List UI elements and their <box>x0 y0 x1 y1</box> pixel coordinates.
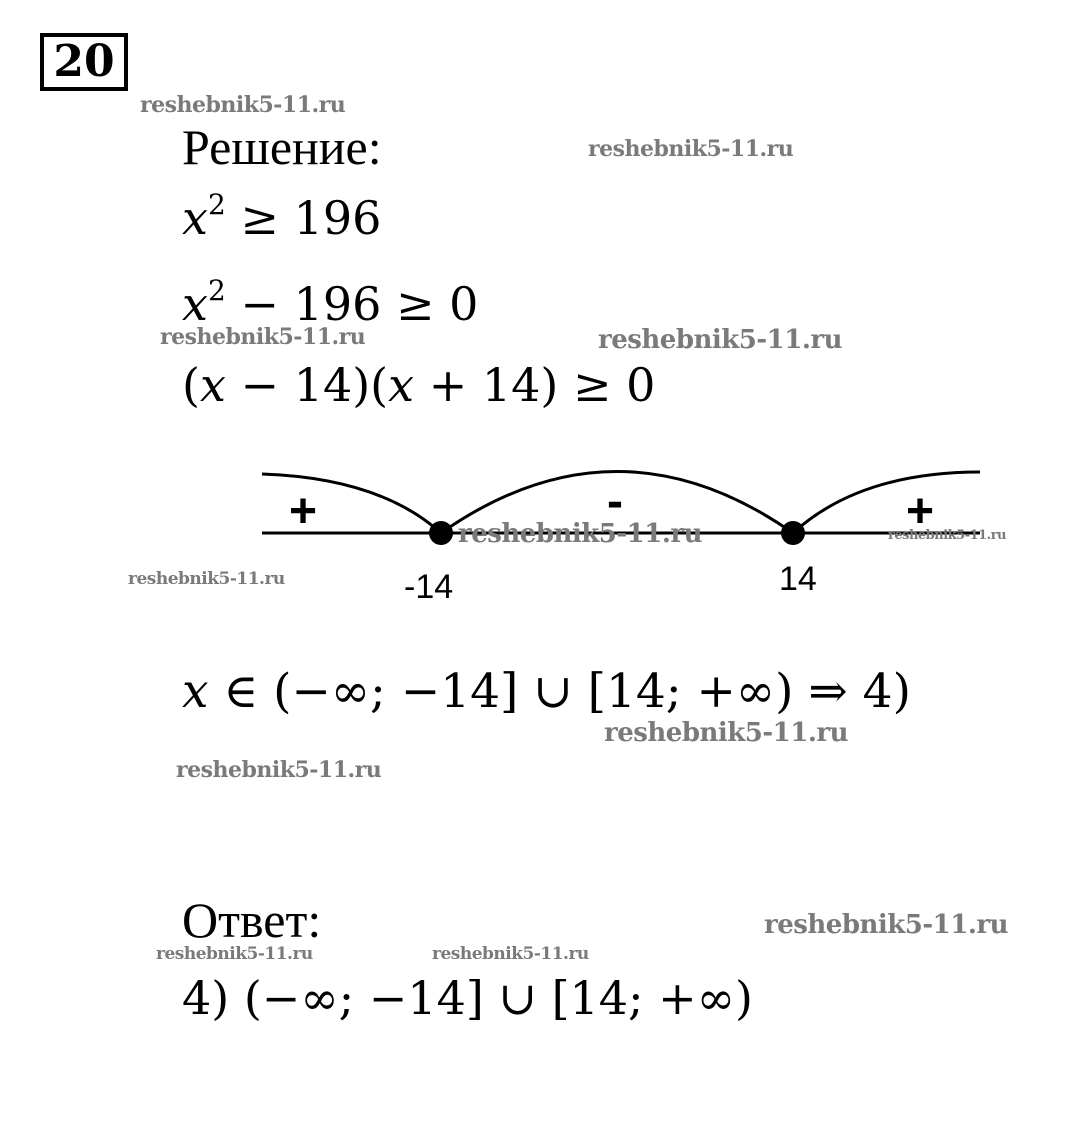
point-label-minus-14: -14 <box>404 568 454 606</box>
solution-interval <box>182 664 911 719</box>
equation-rest: ≥ 196 <box>225 191 382 245</box>
watermark: reshebnik5-11.ru <box>888 528 1007 543</box>
factor-middle: − 14)( <box>225 358 389 412</box>
variable-x: x <box>182 191 208 245</box>
equation-rest: − 196 ≥ 0 <box>225 277 479 331</box>
watermark: reshebnik5-11.ru <box>598 325 843 355</box>
watermark: reshebnik5-11.ru <box>588 136 794 162</box>
watermark: reshebnik5-11.ru <box>140 92 346 118</box>
interval-rest: ∈ (−∞; −14] ∪ [14; +∞) ⇒ 4) <box>208 664 911 719</box>
point-minus-14 <box>429 521 453 545</box>
watermark: reshebnik5-11.ru <box>458 519 703 549</box>
sign-arc-right <box>793 472 980 533</box>
paren-open: ( <box>182 358 200 412</box>
solution-heading: Решение: <box>182 119 382 175</box>
watermark: reshebnik5-11.ru <box>156 944 313 964</box>
variable-x: x <box>388 358 415 412</box>
answer-value: 4) (−∞; −14] ∪ [14; +∞) <box>182 971 753 1025</box>
exponent: 2 <box>207 188 226 221</box>
factor-end: + 14) ≥ 0 <box>414 358 656 412</box>
variable-x: x <box>199 358 226 412</box>
variable-x: x <box>182 664 209 719</box>
sign-minus-middle: - <box>607 475 623 528</box>
watermark: reshebnik5-11.ru <box>432 944 589 964</box>
watermark: reshebnik5-11.ru <box>764 910 1009 940</box>
answer-heading: Ответ: <box>182 892 322 948</box>
point-14 <box>781 521 805 545</box>
watermark: reshebnik5-11.ru <box>176 757 382 783</box>
sign-plus-left: + <box>289 485 318 538</box>
variable-x: x <box>182 277 208 331</box>
exponent: 2 <box>207 274 226 307</box>
task-number: 20 <box>53 36 115 87</box>
sign-plus-right: + <box>906 485 935 538</box>
point-label-14: 14 <box>779 560 817 598</box>
watermark: reshebnik5-11.ru <box>128 569 285 589</box>
watermark: reshebnik5-11.ru <box>160 324 366 350</box>
watermark: reshebnik5-11.ru <box>604 718 849 748</box>
